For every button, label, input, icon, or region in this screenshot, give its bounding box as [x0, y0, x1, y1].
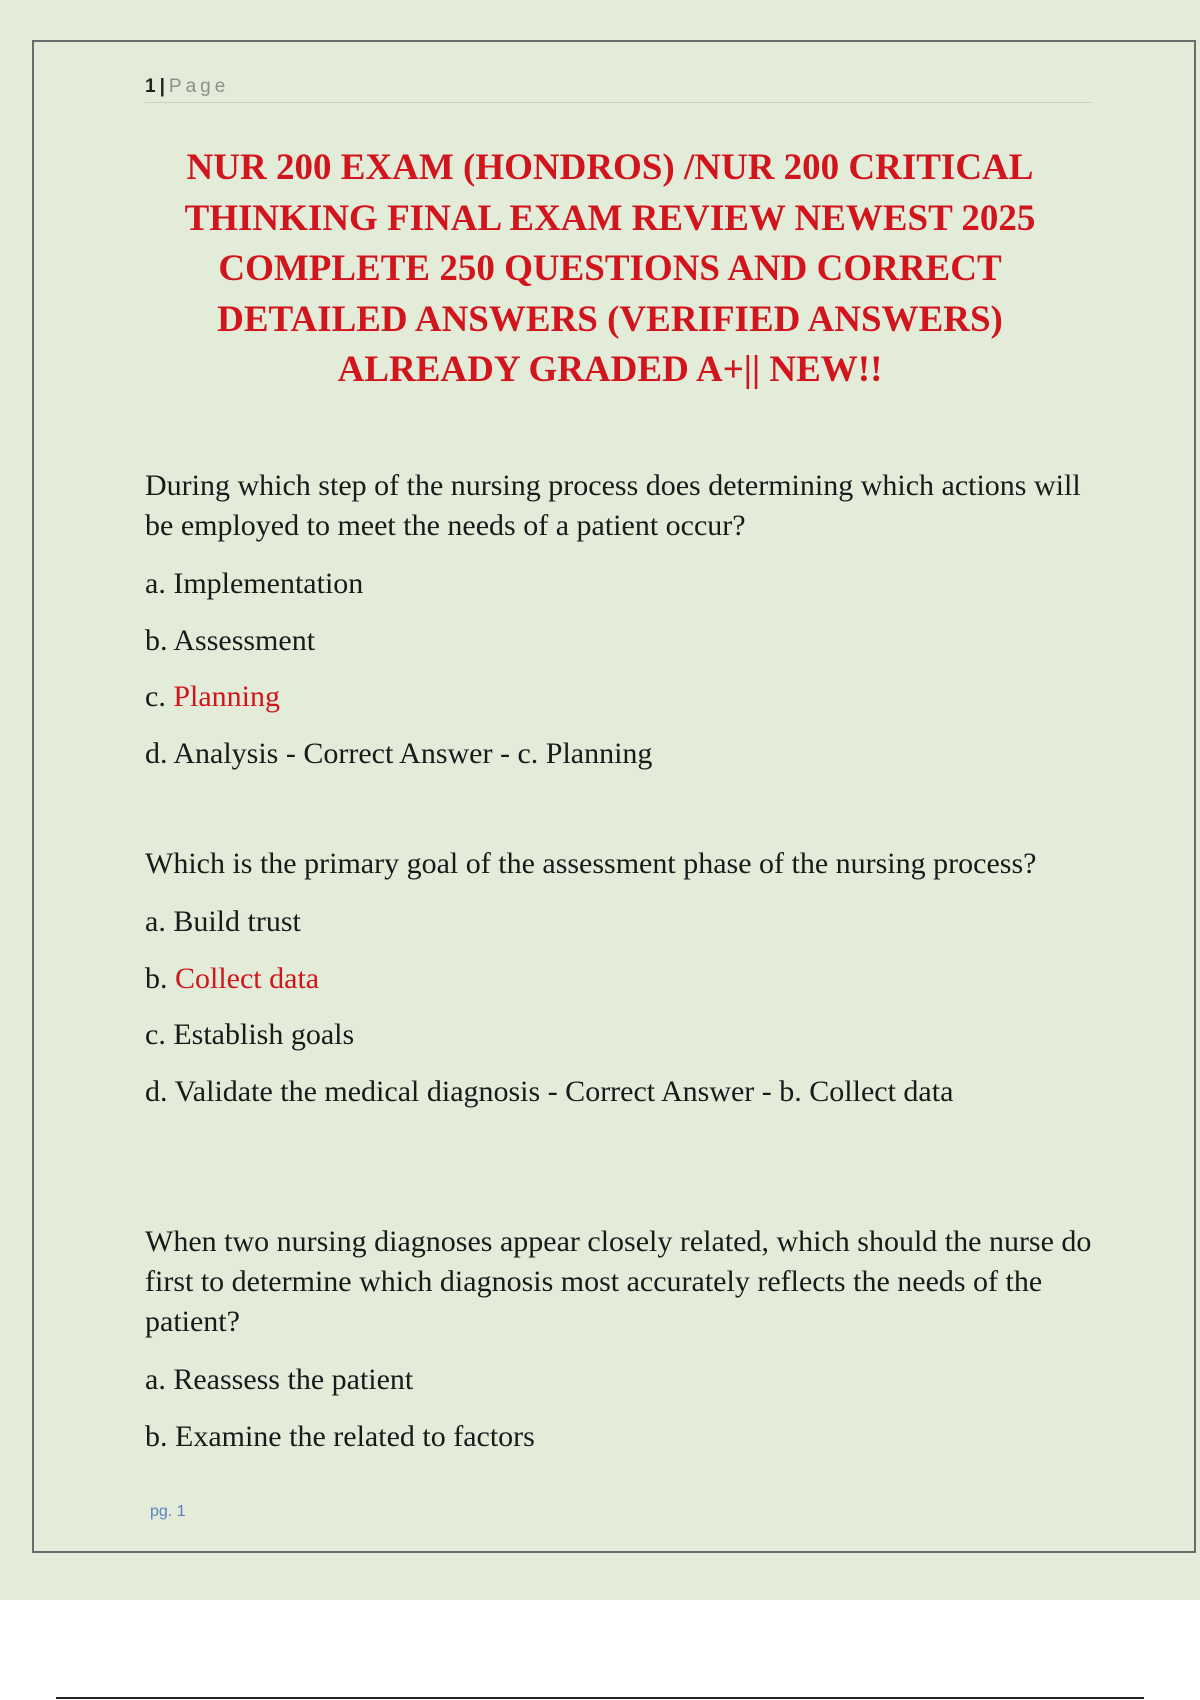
option-prefix: d.: [145, 1074, 175, 1108]
option-text: Examine the related to factors: [175, 1419, 535, 1453]
option-d: [145, 1064, 1095, 1121]
option-prefix: c.: [145, 1018, 174, 1051]
option-text: Reassess the patient: [173, 1363, 414, 1396]
option-text: Analysis - Correct Answer - c. Planning: [173, 736, 653, 770]
option-prefix: b.: [145, 623, 174, 657]
option-text: Establish goals: [173, 1018, 355, 1051]
page-header: [145, 74, 1092, 103]
option-prefix: a.: [145, 567, 174, 600]
option-b: [145, 613, 1095, 670]
option-c: [145, 669, 1095, 726]
option-prefix: b.: [145, 961, 175, 995]
option-text: Assessment: [173, 623, 316, 657]
option-a: [145, 894, 1095, 951]
option-text: Validate the medical diagnosis - Correct Answer - b. Collect data: [174, 1074, 954, 1108]
question-block-3: [145, 1222, 1095, 1465]
option-text: Implementation: [173, 567, 364, 600]
correct-option-text: Collect data: [175, 961, 320, 995]
header-separator: |: [159, 76, 165, 97]
correct-option-text: Planning: [173, 680, 280, 713]
document-title: NUR 200 EXAM (HONDROS) /NUR 200 CRITICAL THINKING FINAL EXAM REVIEW NEWEST 2025 COMPLETE 250 QUESTIONS AND CORRECT DETAILED ANSWERS (VERIFIED ANSWERS) ALREADY GRADED A+|| NEW!!: [184, 147, 1036, 390]
question-block-2: [145, 844, 1095, 1120]
header-page-word: Page: [168, 76, 230, 97]
option-prefix: a.: [145, 905, 174, 938]
option-text: Build trust: [173, 905, 301, 938]
option-b: [145, 1409, 1095, 1466]
option-prefix: d.: [145, 736, 174, 770]
question-text: Which is the primary goal of the assessment phase of the nursing process?: [145, 847, 1037, 880]
option-prefix: c.: [145, 680, 174, 713]
option-a: [145, 556, 1095, 613]
option-c: [145, 1007, 1095, 1064]
question-text: When two nursing diagnoses appear closely related, which should the nurse do first to determine which diagnosis most accurately reflects the needs of the patient?: [145, 1225, 1092, 1338]
option-prefix: a.: [145, 1363, 174, 1396]
page-footer: pg. 1: [150, 1503, 186, 1520]
option-a: [145, 1352, 1095, 1409]
option-prefix: b.: [145, 1419, 175, 1453]
header-page-number: 1: [145, 76, 156, 97]
question-block-1: [145, 466, 1095, 782]
bottom-divider: [56, 1697, 1144, 1699]
question-text: During which step of the nursing process does determining which actions will be employed to meet the needs of a patient occur?: [145, 469, 1081, 542]
option-d: [145, 726, 1095, 783]
option-b: [145, 951, 1095, 1008]
